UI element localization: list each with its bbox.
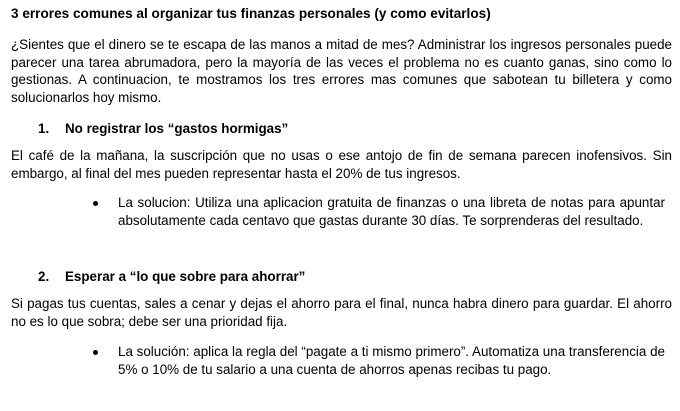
section-1-bullet [91,194,665,229]
section-1-number: 1. [38,121,50,136]
section-2-number: 2. [38,269,50,284]
intro-paragraph: ¿Sientes que el dinero se te escapa de las manos a mitad de mes? Administrar los ingresos personales puede parecer una tarea abrumadora, pero la mayoría de las veces el problema no es cuanto ganas, sino como lo gestionas. A continuacion, te mostramos los tres errores mas comunes que sabotean tu billetera y como solucionarlos hoy mismo. [11,37,672,105]
section-1-bullet-text: La solucion: Utiliza una aplicacion gratuita de finanzas o una libreta de notas para apuntar absolutamente cada centavo que gastas durante 30 días. Te sorprenderas del resultado. [118,195,665,228]
document-title: 3 errores comunes al organizar tus finanzas personales (y como evitarlos) [11,6,491,21]
section-2-bullet [91,343,665,378]
section-2-paragraph: Si pagas tus cuentas, sales a cenar y dejas el ahorro para el final, nunca habra dinero para guardar. El ahorro no es lo que sobra; debe ser una prioridad fija. [11,296,672,329]
section-1-paragraph: El café de la mañana, la suscripción que no usas o ese antojo de fin de semana parecen inofensivos. Sin embargo, al final del mes pueden representar hasta el 20% de tus ingresos. [11,148,672,181]
section-1-heading [38,120,288,138]
section-1-title: No registrar los “gastos hormigas” [65,121,289,136]
section-2-title: Esperar a “lo que sobre para ahorrar” [65,269,306,284]
section-2-bullet-text: La solución: aplica la regla del “pagate a ti mismo primero”. Automatiza una transferencia de 5% o 10% de tu salario a una cuenta de ahorros apenas recibas tu pago. [118,344,665,377]
section-2-heading [38,268,305,286]
